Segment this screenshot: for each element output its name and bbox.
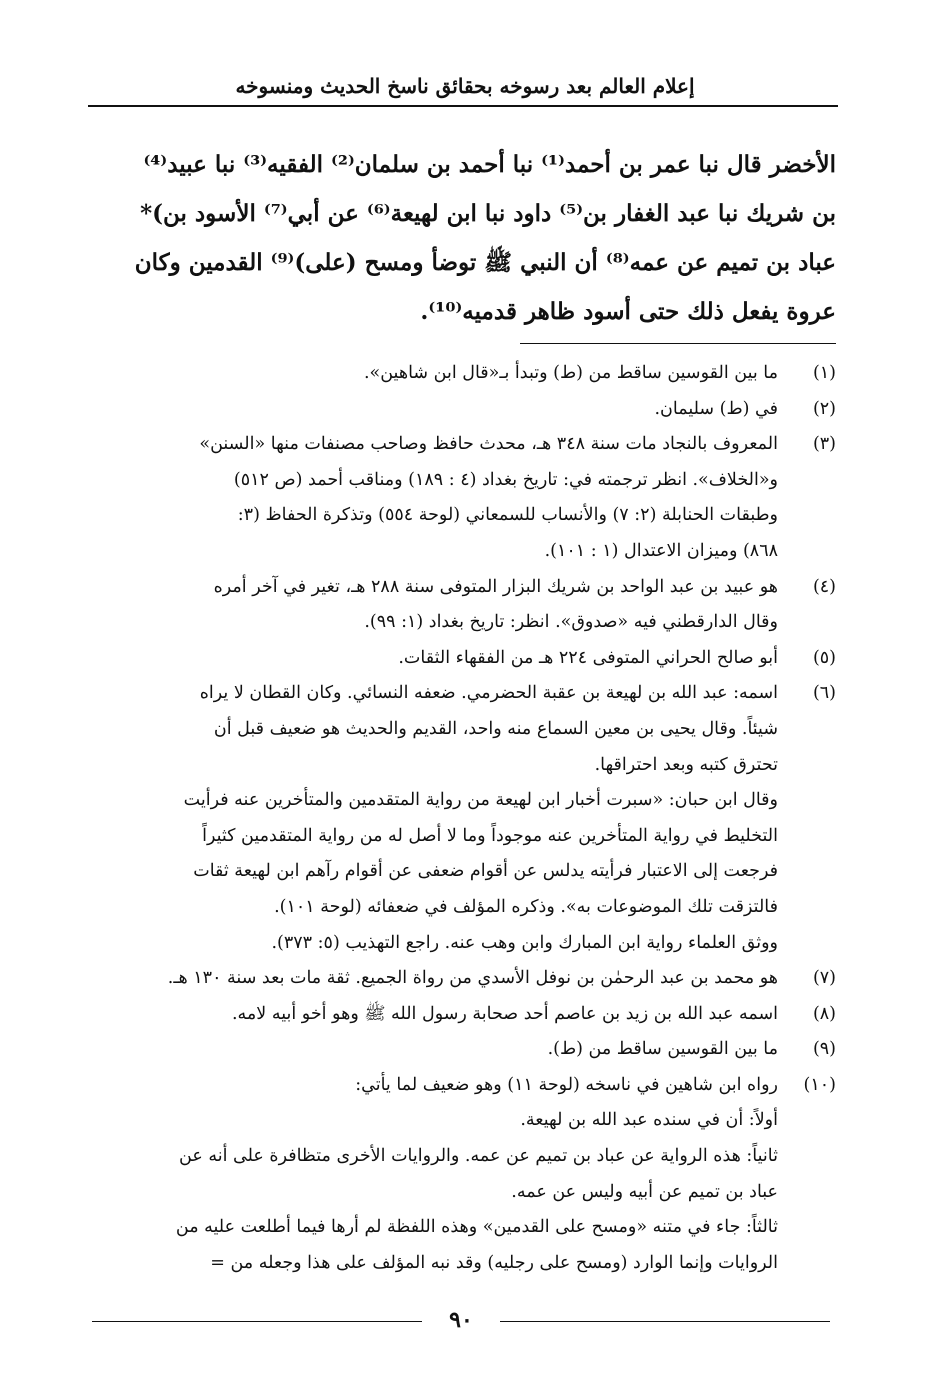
footnote-text [80,641,778,677]
footnote-line: فالتزقت تلك الموضوعات به». وذكره المؤلف في ضعفائه (لوحة ١٠١). [274,896,778,917]
footnote-line: رواه ابن شاهين في ناسخه (لوحة ١١) وهو ضعيف لما يأتي: [355,1074,778,1095]
footnote-number: (٢) [812,398,836,419]
footnote-line: اسمه: عبد الله بن لهيعة بن عقبة الحضرمي. ضعفه النسائي. وكان القطان لا يراه [199,683,778,704]
footnote-line: ما بين القوسين ساقط من (ط) وتبدأ بـ«قال ابن شاهين». [363,363,778,383]
header-divider [88,105,838,107]
footnote-7 [80,961,836,997]
footnote-6 [80,676,836,961]
footnote-number: (٦) [812,683,836,704]
footer-rule-left [92,1321,422,1322]
footnote-number: (٧) [812,968,836,989]
footnote-line: تحترق كتبه وبعد احتراقها. [594,754,778,775]
footnotes [80,356,836,1281]
footnote-line: ما بين القوسين ساقط من (ط). [547,1039,778,1060]
footnote-line: التخليط في رواية المتأخرين عنه موجوداً وما لا أصل له من رواية المتقدمين كثيراً [202,825,778,846]
footnote-line: و«الخلاف». انظر ترجمته في: تاريخ بغداد (٤ : ١٨٩) ومناقب أحمد (ص ٥١٢) [233,469,778,490]
main-text-line: بن شريك نبا عبد الغفار بن⁽⁵⁾ داود نبا ابن لهيعة⁽⁶⁾ عن أبي⁽⁷⁾ الأسود بن)* [140,200,836,227]
footnote-text [80,392,778,428]
footnote-line: الروايات وإنما الوارد (ومسح على رجليه) وقد نبه المؤلف على هذا وجعله من = [210,1252,778,1273]
footnote-line: المعروف بالنجاد مات سنة ٣٤٨ هـ، محدث حافظ وصاحب مصنفات منها «السنن» [199,434,778,455]
footnote-text [80,427,778,569]
main-text-line: عروة يفعل ذلك حتى أسود ظاهر قدميه⁽¹⁰⁾. [420,298,836,325]
footnote-line: أبو صالح الحراني المتوفى ٢٢٤ هـ من الفقهاء الثقات. [398,647,778,668]
footnote-line: وقال الدارقطني فيه «صدوق». انظر: تاريخ بغداد (١: ٩٩). [364,612,778,633]
footnote-line: أولاً: أن في سنده عبد الله بن لهيعة. [520,1110,778,1131]
footnote-4 [80,570,836,641]
footnote-text [80,570,778,641]
footnote-text [80,1032,778,1068]
footnote-line: اسمه عبد الله بن زيد بن عاصم أحد صحابة رسول الله ﷺ وهو أخو أبيه لامه. [231,1003,778,1024]
footnote-line: فرجعت إلى الاعتبار فرأيته يدلس عن أقوام ضعفى عن أقوام رآهم ابن لهيعة ثقات [193,861,778,882]
footer-rule-right [500,1321,830,1322]
footnote-9 [80,1032,836,1068]
footnote-line: وطبقات الحنابلة (٢: ٧) والأنساب للسمعاني (لوحة ٥٥٤) وتذكرة الحفاظ (٣: [237,505,778,526]
footnote-line: ثانياً: هذه الرواية عن عباد بن تميم عن عمه. والروايات الأخرى متظافرة على أنه عن [179,1146,778,1167]
footnote-number: (١) [812,363,836,383]
footnote-line: ثالثاً: جاء في متنه «ومسح على القدمين» وهذه اللفظة لم أرها فيما أطلعت عليه من [175,1217,778,1238]
main-text [92,140,836,336]
footnote-line: في (ط) سليمان. [654,398,778,419]
footnote-number: (٨) [812,1003,836,1024]
footnote-line: وقال ابن حبان: «سبرت أخبار ابن لهيعة من رواية المتقدمين والمتأخرين عنه فرأيت [183,790,778,811]
footnote-line: ووثق العلماء رواية ابن المبارك وابن وهب عنه. راجع التهذيب (٥: ٣٧٣). [271,932,778,953]
footnote-8 [80,997,836,1033]
footnote-line: هو محمد بن عبد الرحمٰن بن نوفل الأسدي من رواة الجميع. ثقة مات بعد سنة ١٣٠ هـ. [167,968,778,989]
running-header: إعلام العالم بعد رسوخه بحقائق ناسخ الحديث ومنسوخه [235,74,695,98]
footnote-text [80,356,778,392]
footnote-3 [80,427,836,569]
footnote-line: شيئاً. وقال يحيى بن معين السماع منه واحد، القديم والحديث هو ضعيف قبل أن [213,718,778,739]
page-number: ٩٠ [449,1307,473,1333]
footnote-line: هو عبيد بن عبد الواحد بن شريك البزار المتوفى سنة ٢٨٨ هـ، تغير في آخر أمره [213,576,778,597]
footnote-line: عباد بن تميم عن أبيه وليس عن عمه. [511,1181,778,1202]
footnote-text [80,997,778,1033]
footnote-5 [80,641,836,677]
footnote-text [80,961,778,997]
footnote-text [80,1068,778,1282]
footnote-number: (١٠) [803,1074,836,1095]
footnote-number: (٣) [812,434,836,455]
footnote-number: (٩) [812,1039,836,1060]
footnote-text [80,676,778,961]
footnote-10 [80,1068,836,1282]
footnote-number: (٥) [812,647,836,668]
footnote-divider [520,343,836,344]
main-text-line: عباد بن تميم عن عمه⁽⁸⁾ أن النبي ﷺ توضأ ومسح (على)⁽⁹⁾ القدمين وكان [134,249,836,276]
footnote-line: ٨٦٨) وميزان الاعتدال (١ : ١٠١). [544,540,778,561]
main-text-line: الأخضر قال نبا عمر بن أحمد⁽¹⁾ نبا أحمد بن سلمان⁽²⁾ الفقيه⁽³⁾ نبا عبيد⁽⁴⁾ [143,151,836,178]
footnote-1 [80,356,836,392]
footnote-2 [80,392,836,428]
footnote-number: (٤) [812,576,836,597]
